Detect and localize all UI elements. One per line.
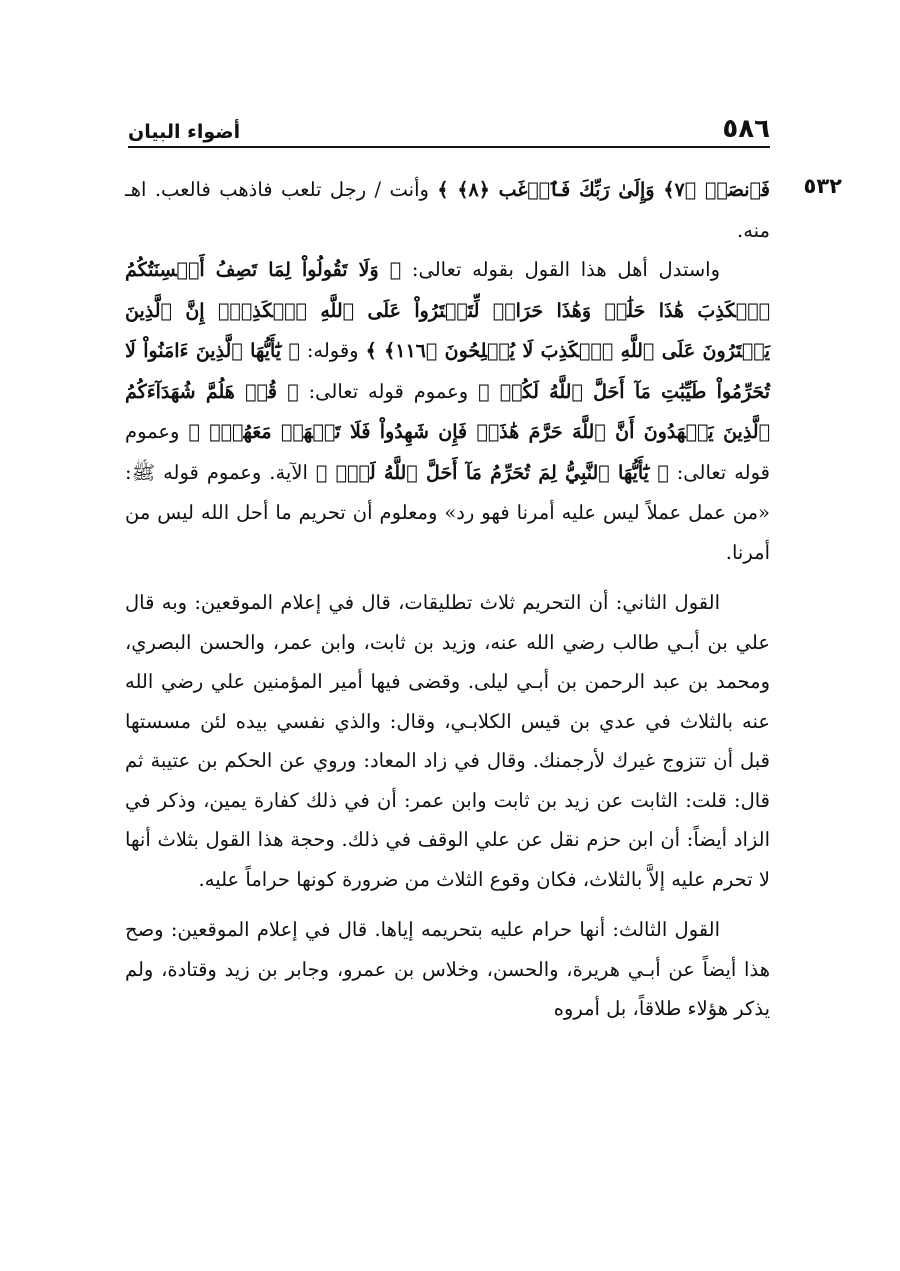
prose-text: الآية. وعموم قوله ﷺ: «من عمل عملاً ليس عليه أمرنا فهو رد» ومعلوم أن تحريم ما أحل الله ليس من أمرنا.: [125, 460, 770, 564]
quran-verse: فَٱنصَبۡ ﴿٧﴾ وَإِلَىٰ رَبِّكَ فَٱرۡغَب ﴿٨﴾ ﴾: [437, 179, 770, 201]
prose-text: وقوله:: [299, 339, 366, 362]
paragraph-second-opinion: [125, 583, 770, 899]
quran-verse: ﴿ يَٰٓأَيُّهَا ٱلَّذِينَ ءَامَنُواْ لَا تُحَرِّمُواْ طَيِّبَٰتِ مَآ أَحَلَّ ٱللَّهُ لَكُمۡ ﴾: [125, 340, 770, 403]
quran-verse: ﴿ قُلۡ هَلُمَّ شُهَدَآءَكُمُ ٱلَّذِينَ يَشۡهَدُونَ أَنَّ ٱللَّهَ حَرَّمَ هَٰذَاۖ فَإِن شَهِدُواْ فَلَا تَشۡهَدۡ مَعَهُمۡۚ ﴾: [125, 380, 771, 443]
quran-verse: ﴿ وَلَا تَقُولُواْ لِمَا تَصِفُ أَلۡسِنَتُكُمُ ٱلۡكَذِبَ هَٰذَا حَلَٰلٞ وَهَٰذَا حَرَامٞ لِّتَفۡتَرُواْ عَلَى ٱللَّهِ ٱلۡكَذِبَۚ إِنَّ ٱلَّذِينَ يَفۡتَرُونَ عَلَى ٱللَّهِ ٱلۡكَذِبَ لَا يُفۡلِحُونَ ﴿١١٦﴾ ﴾: [125, 259, 770, 362]
running-header: [128, 112, 770, 148]
prose-text: القول الثاني: أن التحريم ثلاث تطليقات، قال في إعلام الموقعين: وبه قال علي بن أبـي طالب رضي الله عنه، وزيد بن ثابت، وابن عمر، والحسن البصري، ومحمد بن عبد الرحمن بن أبـي ليلى. وقضى فيها أمير المؤمنين علي رضي الله عنه بالثلاث في عدي بن قيس الكلابـي، وقال: والذي نفسي بيده لئن مسستها قبل أن تتزوج غيرك لأرجمنك. وقال في زاد المعاد: وروي عن الحكم بن عتيبة ثم قال: قلت: الثابت عن زيد بن ثابت وابن عمر: أن في ذلك كفارة يمين، وذكر في الزاد أيضاً: أن ابن حزم نقل عن علي الوقف في ذلك. وحجة هذا القول بثلاث أنها لا تحرم عليه إلاَّ بالثلاث، فكان وقوع الثلاث من ضرورة كونها حراماً عليه.: [125, 591, 771, 891]
paragraph-continuation: [125, 170, 770, 250]
paragraph-third-opinion: [125, 910, 770, 1029]
book-title: أضواء البيان: [128, 121, 241, 143]
prose-text: وأنت / رجل تلعب فاذهب فالعب. اهـ منه.: [125, 178, 770, 242]
margin-number: ٥٣٢: [803, 174, 842, 198]
page-number: ٥٨٦: [722, 114, 770, 144]
body-text: [125, 170, 770, 1029]
prose-text: وعموم قوله تعالى:: [125, 420, 770, 484]
paragraph-evidence: [125, 250, 770, 572]
quran-verse: ﴿ يَٰٓأَيُّهَا ٱلنَّبِيُّ لِمَ تُحَرِّمُ مَآ أَحَلَّ ٱللَّهُ لَكَۖ ﴾: [315, 461, 669, 484]
prose-text: واستدل أهل هذا القول بقوله تعالى:: [401, 258, 721, 281]
prose-text: وعموم قوله تعالى:: [298, 379, 479, 403]
prose-text: القول الثالث: أنها حرام عليه بتحريمه إياها. قال في إعلام الموقعين: وصح هذا أيضاً عن أبـي هريرة، والحسن، وخلاس بن عمرو، وجابر بن زيد وقتادة، ولم يذكر هؤلاء طلاقاً، بل أمروه: [125, 918, 770, 1020]
